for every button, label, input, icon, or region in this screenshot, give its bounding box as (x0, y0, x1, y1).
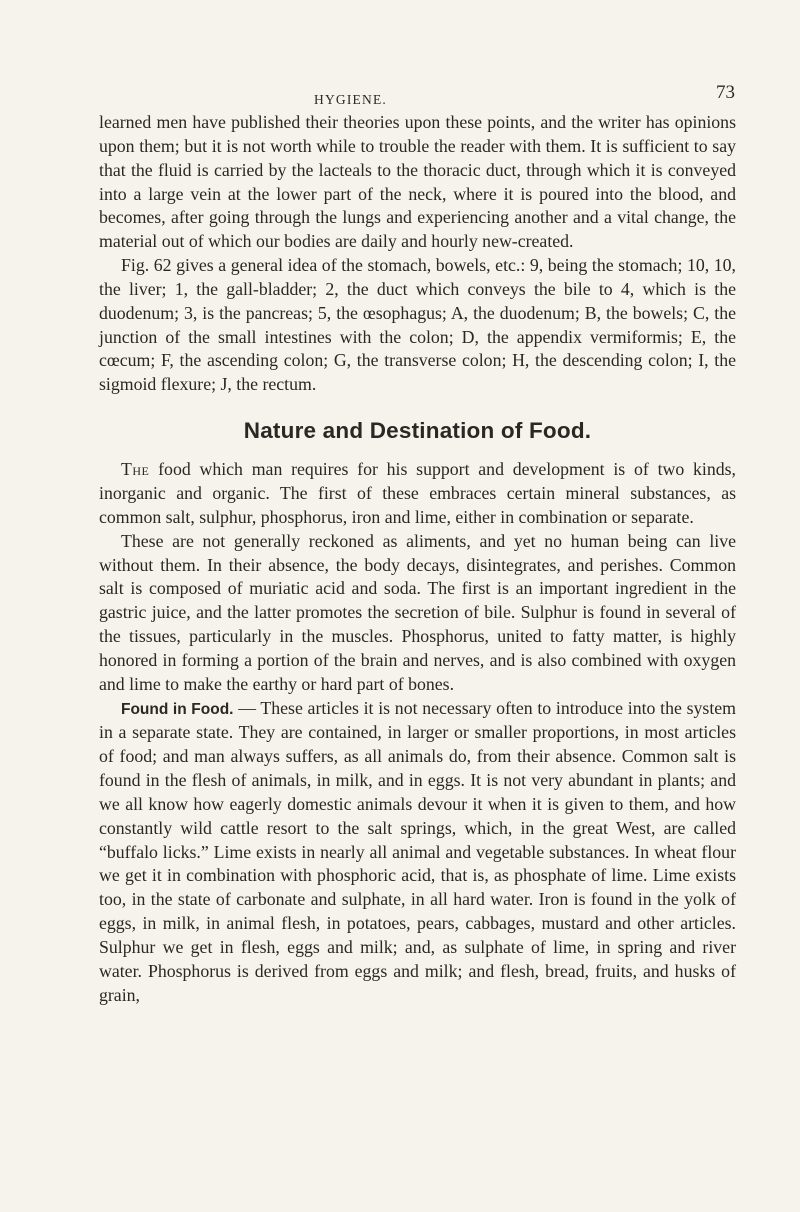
paragraph-figure-key: Fig. 62 gives a general idea of the stomach, bowels, etc.: 9, being the stomach; 10, 10, the liver; 1, the gall-bladder; 2, the duct which conveys the bile to 4, which is the duodenum; 3, is the pancreas; 5, the œsophagus; A, the duodenum; B, the bowels; C, the junction of the small intestines with the colon; D, the appendix vermiformis; E, the cœcum; F, the ascending colon; G, the transverse colon; H, the descending colon; I, the sigmoid flexure; J, the rectum. (99, 255, 736, 395)
paragraph-lead-word: The (121, 459, 150, 480)
page-number: 73 (716, 82, 735, 103)
run-in-heading: Found in Food. (121, 700, 234, 718)
paragraph-kinds-of-food-text: food which man requires for his support and development is of two kinds, inorganic and organic. The first of these embraces certain mineral substances, as common salt, sulphur, phosphorus, iron and lime, either in combination or separate. (99, 459, 736, 527)
running-head (0, 82, 800, 112)
paragraph-continued: learned men have published their theories upon these points, and the writer has opinions upon them; but it is not worth while to trouble the reader with them. It is sufficient to say that the fluid is carried by the lacteals to the thoracic duct, through which it is conveyed into a large vein at the lower part of the neck, where it is poured into the blood, and becomes, after going through the lungs and experiencing another and a vital change, the material out of which our bodies are daily and hourly new-created. (99, 112, 736, 252)
paragraph-kinds-of-food (99, 458, 736, 530)
paragraph-found-in-food-text: — These articles it is not necessary often to introduce into the system in a separate state. They are contained, in larger or smaller proportions, in most articles of food; and man always suffers, as all animals do, from their absence. Common salt is found in the flesh of animals, in milk, and in eggs. It is not very abundant in plants; and we all know how eagerly domestic animals devour it when it is given to them, and how constantly wild cattle resort to the salt springs, which, in the great West, are called “buffalo licks.” Lime exists in nearly all animal and vegetable substances. In wheat flour we get it in combination with phosphoric acid, that is, as phosphate of lime. Lime exists too, in the state of carbonate and sulphate, in all hard water. Iron is found in the yolk of eggs, in milk, in animal flesh, in potatoes, pears, cabbages, mustard and other articles. Sulphur we get in flesh, eggs and milk; and, as sulphate of lime, in spring and river water. Phosphorus is derived from eggs and milk; and flesh, bread, fruits, and husks of grain, (99, 697, 736, 1005)
section-heading: Nature and Destination of Food. (243, 418, 592, 444)
paragraph-found-in-food (99, 697, 736, 1008)
running-title: HYGIENE. (314, 92, 387, 107)
paragraph-aliments: These are not generally reckoned as aliments, and yet no human being can live without them. In their absence, the body decays, disintegrates, and perishes. Common salt is composed of muriatic acid and soda. The first is an important ingredient in the gastric juice, and the latter promotes the secretion of bile. Sulphur is found in several of the tissues, particularly in the muscles. Phosphorus, united to fatty matter, is highly honored in forming a portion of the brain and nerves, and is also combined with oxygen and lime to make the earthy or hard part of bones. (99, 530, 736, 694)
body-text (99, 111, 736, 1008)
